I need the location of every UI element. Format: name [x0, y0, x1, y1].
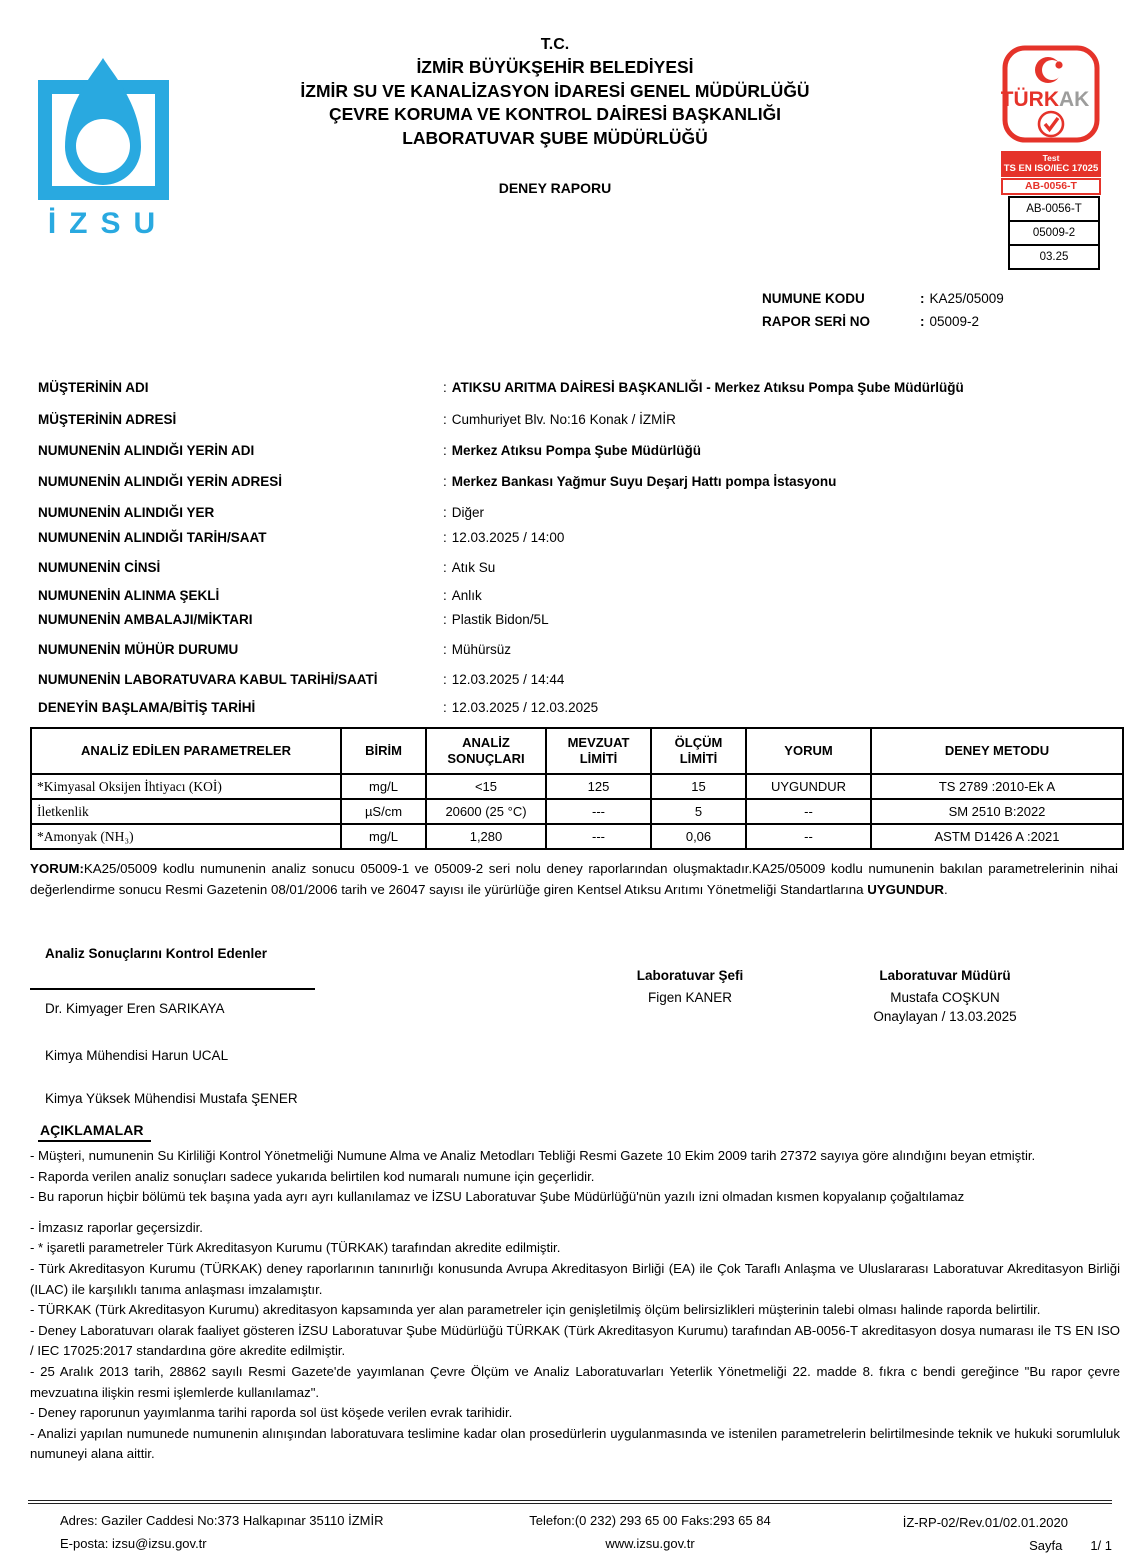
- field-value: Anlık: [451, 588, 482, 603]
- field-value: Diğer: [451, 505, 485, 520]
- note-item: - Deney Laboratuvarı olarak faaliyet gösteren İZSU Laboratuvar Şube Müdürlüğü TÜRKAK (Türk Akreditasyon Kurumu) tarafından AB-0056-T akreditasyon dosya numarası ile TS EN ISO / IEC 17025:2017 standardına göre akredite edilmiştir.: [30, 1322, 1120, 1359]
- results-table: [30, 727, 1124, 850]
- sample-code-row: [762, 287, 1004, 310]
- measurement-limit-cell: 15: [651, 774, 746, 799]
- field-label: NUMUNENİN ALINDIĞI YERİN ADRESİ: [38, 474, 283, 489]
- note-item: - TÜRKAK (Türk Akreditasyon Kurumu) akreditasyon kapsamında yer alan parametreler için genişletilmiş ölçüm belirsizlikleri müşterinin talebi olması halinde raporda belirtilir.: [30, 1302, 1041, 1318]
- result-cell: <15: [426, 774, 546, 799]
- field-label: NUMUNENİN AMBALAJI/MİKTARI: [38, 612, 253, 627]
- field-row: [38, 700, 598, 715]
- field-value: Mühürsüz: [451, 642, 512, 657]
- colon: :: [443, 474, 447, 489]
- turkak-checkmark-icon: [1039, 112, 1063, 136]
- turkak-banner: [1001, 151, 1101, 177]
- footer-address: Adres: Gaziler Caddesi No:373 Halkapınar 35110 İZMİR: [60, 1513, 384, 1528]
- colon: :: [920, 314, 925, 329]
- letterhead-line-3: İZMİR SU VE KANALİZASYON İDARESİ GENEL MÜDÜRLÜĞÜ: [300, 80, 810, 101]
- report-title: DENEY RAPORU: [498, 180, 612, 196]
- field-label: NUMUNENİN ALINDIĞI YER: [38, 505, 215, 520]
- footer-page: [850, 1534, 1112, 1556]
- unit-cell: µS/cm: [341, 799, 426, 824]
- controllers-title: Analiz Sonuçlarını Kontrol Edenler: [45, 946, 268, 961]
- footer-page-label: Sayfa: [1029, 1538, 1063, 1553]
- field-label: NUMUNENİN CİNSİ: [38, 560, 161, 575]
- document-code-table: [1008, 196, 1100, 270]
- field-label: NUMUNENİN ALINDIĞI YERİN ADI: [38, 443, 255, 458]
- table-row: [31, 824, 1123, 849]
- comment-cell: --: [746, 824, 871, 849]
- field-value: Plastik Bidon/5L: [451, 612, 549, 627]
- colon: :: [920, 291, 925, 306]
- field-row: [38, 505, 484, 520]
- comment-verdict: UYGUNDUR: [867, 882, 945, 897]
- lab-chief-title: Laboratuvar Şefi: [636, 968, 744, 983]
- turkak-brand-ak: AK: [1059, 88, 1090, 111]
- lab-chief-block: [590, 968, 790, 1005]
- column-header-regulation-limit: MEVZUAT LİMİTİ: [546, 728, 651, 774]
- report-serial-value: 05009-2: [929, 314, 980, 329]
- izsu-wordmark: İZSU: [47, 207, 169, 240]
- field-label: DENEYİN BAŞLAMA/BİTİŞ TARİHİ: [38, 700, 256, 715]
- accreditation-code-box: AB-0056-T: [1001, 178, 1101, 195]
- colon: :: [443, 505, 447, 520]
- comment-period: .: [944, 882, 948, 897]
- field-label: NUMUNENİN LABORATUVARA KABUL TARİHİ/SAATİ: [38, 672, 378, 687]
- turkak-banner-test: Test: [1042, 153, 1060, 163]
- lab-manager-block: [820, 968, 1070, 1024]
- note-item: - Müşteri, numunenin Su Kirliliği Kontrol Yönetmeliği Numune Alma ve Analiz Metodları Tebliği Resmi Gazete 10 Ekim 2009 tarih 27372 sayıya göre alındığını beyan etmiştir.: [30, 1148, 1036, 1163]
- note-item: - İmzasız raporlar geçersizdir.: [30, 1219, 203, 1235]
- field-row: [38, 642, 511, 657]
- letterhead-line-4: ÇEVRE KORUMA VE KONTROL DAİRESİ BAŞKANLIĞI: [328, 104, 782, 124]
- field-label: MÜŞTERİNİN ADRESİ: [38, 412, 177, 427]
- colon: :: [443, 588, 447, 603]
- controller-name: Kimya Yüksek Mühendisi Mustafa ŞENER: [45, 1091, 298, 1106]
- footer-divider: [28, 1500, 1112, 1504]
- parameter-cell: *Kimyasal Oksijen İhtiyacı (KOİ): [31, 774, 341, 799]
- turkak-brand-turk: TÜRK: [1001, 88, 1059, 111]
- footer-page-number: 1/ 1: [1090, 1538, 1112, 1553]
- lab-chief-name: Figen KANER: [647, 990, 733, 1005]
- footer-contact-block: [420, 1509, 880, 1555]
- field-value: Atık Su: [451, 560, 496, 575]
- notes-list: [30, 1146, 1120, 1465]
- colon: :: [443, 412, 447, 427]
- notes-title: AÇIKLAMALAR: [38, 1122, 151, 1142]
- field-value: Cumhuriyet Blv. No:16 Konak / İZMİR: [451, 412, 676, 427]
- footer-email: E-posta: izsu@izsu.gov.tr: [60, 1536, 207, 1551]
- letterhead-line-2: İZMİR BÜYÜKŞEHİR BELEDİYESİ: [416, 57, 694, 77]
- colon: :: [443, 672, 447, 687]
- field-row: [38, 672, 564, 687]
- column-header-measurement-limit: ÖLÇÜM LİMİTİ: [651, 728, 746, 774]
- field-row: [38, 443, 701, 458]
- footer-website: www.izsu.gov.tr: [605, 1536, 695, 1551]
- note-item: - Bu raporun hiçbir bölümü tek başına yada ayrı ayrı kullanılamaz ve İZSU Laboratuvar Şube Müdürlüğü'nün yazılı izni olmadan kısmen kopyalanıp çoğaltılamaz: [30, 1189, 965, 1205]
- turkak-crescent-icon: [1035, 57, 1063, 83]
- column-header-comment: YORUM: [746, 728, 871, 774]
- column-header-parameters: ANALİZ EDİLEN PARAMETRELER: [31, 728, 341, 774]
- column-header-method: DENEY METODU: [871, 728, 1123, 774]
- colon: :: [443, 380, 447, 395]
- letterhead: [140, 34, 970, 150]
- result-cell: 1,280: [426, 824, 546, 849]
- field-value: Merkez Atıksu Pompa Şube Müdürlüğü: [451, 443, 702, 458]
- note-item: - Deney raporunun yayımlanma tarihi raporda sol üst köşede verilen evrak tarihidir.: [30, 1405, 513, 1421]
- footer-doc-code: İZ-RP-02/Rev.01/02.01.2020: [902, 1515, 1068, 1530]
- note-item: - * işaretli parametreler Türk Akreditasyon Kurumu (TÜRKAK) tarafından akredite edilmiştir.: [30, 1240, 561, 1256]
- field-value: 12.03.2025 / 14:44: [451, 672, 565, 687]
- footer-meta-block: [850, 1511, 1112, 1556]
- column-header-results: ANALİZ SONUÇLARI: [426, 728, 546, 774]
- turkak-logo: [1001, 44, 1101, 195]
- colon: :: [443, 700, 447, 715]
- parameter-cell: İletkenlik: [31, 799, 341, 824]
- method-cell: SM 2510 B:2022: [871, 799, 1123, 824]
- field-row: [38, 560, 495, 575]
- regulation-limit-cell: 125: [546, 774, 651, 799]
- approval-date: Onaylayan / 13.03.2025: [873, 1009, 1017, 1024]
- note-item: - Türk Akreditasyon Kurumu (TÜRKAK) deney raporlarının tanınırlığı konusunda Avrupa Akreditasyon Birliği (EA) ile Çok Taraflı Anlaşma ve Uluslararası Laboratuvar Akreditasyon Birliği (ILAC) ile karşılıklı tanıma anlaşması imzalamıştır.: [30, 1260, 1120, 1297]
- code-row: 03.25: [1039, 251, 1069, 263]
- footer-address-block: [60, 1509, 383, 1555]
- field-row: [38, 588, 482, 603]
- field-label: NUMUNENİN ALINMA ŞEKLİ: [38, 588, 220, 603]
- controller-name: Kimya Mühendisi Harun UCAL: [45, 1048, 229, 1063]
- letterhead-line-5: LABORATUVAR ŞUBE MÜDÜRLÜĞÜ: [402, 127, 708, 148]
- measurement-limit-cell: 5: [651, 799, 746, 824]
- turkak-seal-icon: [1001, 44, 1101, 146]
- lab-manager-title: Laboratuvar Müdürü: [879, 968, 1011, 983]
- method-cell: ASTM D1426 A :2021: [871, 824, 1123, 849]
- code-row: AB-0056-T: [1010, 198, 1098, 222]
- field-row: [38, 474, 836, 489]
- unit-cell: mg/L: [341, 774, 426, 799]
- footer-phone: Telefon:(0 232) 293 65 00 Faks:293 65 84: [529, 1513, 771, 1528]
- field-row: [38, 380, 964, 395]
- field-value: ATIKSU ARITMA DAİRESİ BAŞKANLIĞI - Merkez Atıksu Pompa Şube Müdürlüğü: [451, 380, 964, 395]
- comment-cell: UYGUNDUR: [746, 774, 871, 799]
- parameter-cell: *Amonyak (NH₃): [31, 824, 341, 849]
- note-item: - Raporda verilen analiz sonuçları sadece yukarıda belirtilen kod numaralı numune için geçerlidir.: [30, 1168, 595, 1184]
- colon: :: [443, 642, 447, 657]
- code-row: 05009-2: [1010, 222, 1098, 246]
- turkak-banner-standard: TS EN ISO/IEC 17025: [1003, 163, 1099, 174]
- regulation-limit-cell: ---: [546, 799, 651, 824]
- results-header-row: [31, 728, 1123, 774]
- signature-divider: [30, 988, 315, 990]
- field-label: NUMUNENİN MÜHÜR DURUMU: [38, 642, 239, 657]
- table-row: [31, 799, 1123, 824]
- comment-cell: --: [746, 799, 871, 824]
- field-value: Merkez Bankası Yağmur Suyu Deşarj Hattı pompa İstasyonu: [451, 474, 837, 489]
- note-item: - 25 Aralık 2013 tarih, 28862 sayılı Resmi Gazete'de yayımlanan Çevre Ölçüm ve Analiz Laboratuvarları Yeterlik Yönetmeliği 22. madde 8. fıkra c bendi gereğince "Bu rapor çevre mevzuatına ilişkin resmi işlemlerde kullanılamaz".: [30, 1363, 1120, 1400]
- colon: :: [443, 530, 447, 545]
- regulation-limit-cell: ---: [546, 824, 651, 849]
- method-cell: TS 2789 :2010-Ek A: [871, 774, 1123, 799]
- sample-code-value: KA25/05009: [929, 291, 1004, 306]
- measurement-limit-cell: 0,06: [651, 824, 746, 849]
- controller-name: Dr. Kimyager Eren SARIKAYA: [45, 1001, 225, 1016]
- field-value: 12.03.2025 / 14:00: [451, 530, 565, 545]
- column-header-unit: BİRİM: [341, 728, 426, 774]
- unit-cell: mg/L: [341, 824, 426, 849]
- sample-code-label: NUMUNE KODU: [762, 291, 865, 306]
- colon: :: [443, 612, 447, 627]
- letterhead-line-1: T.C.: [540, 36, 570, 53]
- field-row: [38, 612, 549, 627]
- table-row: [31, 774, 1123, 799]
- report-serial-row: [762, 310, 1004, 333]
- result-cell: 20600 (25 °C): [426, 799, 546, 824]
- field-label: NUMUNENİN ALINDIĞI TARİH/SAAT: [38, 530, 267, 545]
- comment-paragraph: [30, 858, 1118, 900]
- comment-label: YORUM:: [30, 861, 84, 876]
- sample-reference: [762, 287, 1004, 333]
- field-label: MÜŞTERİNİN ADI: [38, 380, 149, 395]
- field-value: 12.03.2025 / 12.03.2025: [451, 700, 599, 715]
- note-item: - Analizi yapılan numunede numunenin alınışından laboratuvara teslimine kadar olan prosedürlerin uygulanmasında ve istenilen parametrelerin belirtilmesinde teknik ve hukuki sorumluluk numuneyi alana aittir.: [30, 1425, 1120, 1462]
- colon: :: [443, 560, 447, 575]
- colon: :: [443, 443, 447, 458]
- comment-body: KA25/05009 kodlu numunenin analiz sonucu 05009-1 ve 05009-2 seri nolu deney raporlarından oluşmaktadır.KA25/05009 kodlu numunenin bakılan parametrelerinin nihai değerlendirme sonucu Resmi Gazetenin 08/01/2006 tarih ve 26047 sayısı ile yürürlüğe giren Kentsel Atıksu Arıtımı Yönetmeliği Standartlarına: [30, 861, 1118, 897]
- results-table-wrapper: [30, 727, 1124, 850]
- field-row: [38, 412, 676, 427]
- lab-manager-name: Mustafa COŞKUN: [890, 990, 1000, 1005]
- field-row: [38, 530, 564, 545]
- report-serial-label: RAPOR SERİ NO: [762, 314, 871, 329]
